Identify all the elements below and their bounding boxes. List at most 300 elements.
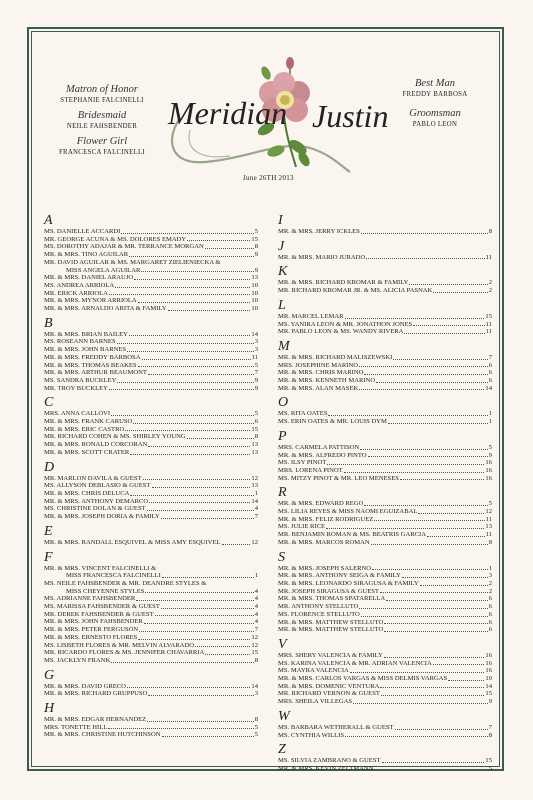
table-number: 14: [485, 384, 492, 392]
guest-name: MS. MARISSA FAHSBENDER & GUEST: [44, 603, 160, 611]
letter-section: [278, 486, 492, 546]
guest-entry: [278, 354, 492, 362]
guest-entry: [278, 287, 492, 295]
guest-entry: [44, 611, 258, 619]
party-name: STEPHANIE FALCINELLI: [60, 97, 144, 104]
dot-leader: [359, 385, 484, 391]
letter-section: [278, 396, 492, 425]
guest-entry: [278, 362, 492, 370]
table-number: 8: [254, 656, 258, 664]
guest-entry: [278, 500, 492, 508]
table-number: 2: [488, 579, 492, 587]
guest-name: MR. & MRS. ALAN MASEK: [278, 384, 359, 392]
party-name: FRANCESCA FALCINELLI: [58, 149, 146, 156]
guest-name: MR. & MRS. JERRY ICKLES: [278, 228, 360, 235]
table-number: 13: [251, 274, 258, 282]
dot-leader: [161, 513, 254, 519]
dot-leader: [364, 500, 487, 506]
guest-entry: [44, 418, 258, 426]
letter-section: [278, 265, 492, 294]
table-number: 4: [254, 618, 258, 626]
party-role: Best Man: [415, 78, 455, 89]
guest-name: MS. ADRIANNE FAHSBENDER: [44, 595, 136, 603]
guest-name: MS. KARINA VALENCIA & MR. ADRIAN VALENCIA: [278, 659, 432, 667]
dot-leader: [427, 531, 485, 537]
guest-entry: [44, 267, 258, 275]
dot-leader: [139, 626, 254, 632]
dot-leader: [222, 539, 251, 545]
guest-name: MR. & MRS. CARLOS VARGAS & MISS DELMIS VARGAS: [278, 675, 448, 683]
guest-entry: [278, 523, 492, 531]
guest-entry: [44, 433, 258, 441]
dot-leader: [187, 433, 254, 439]
table-number: 1: [488, 410, 492, 418]
table-number: 5: [488, 443, 492, 451]
guest-entry: [44, 346, 258, 354]
guest-entry: [44, 331, 258, 339]
guest-entry: [44, 441, 258, 449]
guest-entry: [278, 459, 492, 467]
dot-leader: [109, 385, 254, 391]
dot-leader: [115, 282, 250, 288]
dot-leader: [344, 467, 485, 473]
guest-entry: [44, 498, 258, 506]
guest-entry: [44, 410, 258, 418]
dot-leader: [413, 321, 484, 327]
guest-entry: [44, 482, 258, 490]
table-number: 6: [488, 610, 492, 618]
guest-name: MR. & MRS. PETER FERGUSON: [44, 626, 139, 634]
party-role: Bridesmaid: [77, 110, 127, 121]
guest-entry: [44, 595, 258, 603]
dot-leader: [111, 410, 254, 416]
dot-leader: [400, 475, 485, 481]
section-letter: A: [44, 213, 53, 228]
table-number: 10: [251, 305, 258, 313]
guest-name: MR. & MRS. ALFREDO PINTO: [278, 451, 367, 459]
guest-entry: [278, 626, 492, 634]
guest-name: MR. RICARDO FLORES & MS. JENNIFER CHAVARRIA: [44, 649, 205, 657]
guest-entry: [278, 228, 492, 236]
dot-leader: [162, 731, 254, 737]
guest-name: MS. RITA OATES: [278, 410, 328, 418]
seating-column-left: [44, 214, 258, 743]
dot-leader: [142, 354, 251, 360]
groom-name: Justin: [312, 98, 389, 134]
dot-leader: [420, 580, 488, 586]
guest-name: MR. TROY BUCKLEY: [44, 384, 108, 392]
guest-entry: [44, 642, 258, 650]
letter-section: [278, 340, 492, 393]
guest-entry: [278, 508, 492, 516]
guest-entry: [44, 362, 258, 370]
table-number: 5: [254, 410, 258, 418]
guest-entry: [44, 282, 258, 290]
dot-leader: [130, 490, 253, 496]
dot-leader: [388, 418, 488, 424]
guest-entry: [278, 279, 492, 287]
section-letter: K: [278, 264, 288, 280]
dot-leader: [148, 369, 254, 375]
dot-leader: [121, 228, 253, 234]
guest-name: MS. ANDREA ARRIOLA: [44, 281, 115, 289]
dot-leader: [195, 642, 250, 648]
section-letter: B: [44, 315, 53, 331]
letter-section: [278, 430, 492, 483]
letter-section: [278, 743, 492, 772]
dot-leader: [129, 331, 251, 337]
guest-entry: [278, 652, 492, 660]
table-number: 3: [254, 346, 258, 354]
wedding-party-left: [32, 84, 172, 162]
guest-name: MISS CHEYENNE STYLES: [66, 587, 145, 595]
guest-name: MR. DEREK FAHSBENDER & GUEST: [44, 610, 154, 618]
guest-name: MR. & MRS. DOMENIC VENTURA: [278, 682, 380, 690]
table-number: 9: [254, 266, 258, 274]
guest-name: MR. MARLON DAVILA & GUEST: [44, 474, 142, 482]
dot-leader: [404, 328, 484, 334]
dot-leader: [143, 475, 251, 481]
section-letter: I: [278, 213, 283, 228]
guest-name: MS. JULIE RICE: [278, 523, 326, 531]
party-member: [32, 110, 172, 130]
dot-leader: [374, 516, 484, 522]
table-number: 13: [485, 523, 492, 531]
guest-entry: [278, 410, 492, 418]
guest-name: MR. & MRS. TINO AGUILAR: [44, 251, 129, 259]
guest-entry: [278, 475, 492, 483]
dot-leader: [359, 603, 487, 609]
guest-name: MR. & MRS. RICHARD KROMAR & FAMILY: [278, 279, 409, 287]
party-member: [32, 84, 172, 104]
guest-name: MRS. ANNA CALLOVI: [44, 410, 111, 418]
table-number: 7: [254, 513, 258, 521]
guest-entry: [44, 338, 258, 346]
guest-entry: [44, 580, 258, 588]
guest-name: MRS. JOSEPHINE MARINO: [278, 361, 359, 369]
table-number: 9: [488, 698, 492, 706]
guest-name: MR. & MRS. RICHARD MALISZEWSKI: [278, 353, 393, 361]
guest-name: MR. ANTHONY STELLUTO: [278, 603, 359, 611]
dot-leader: [433, 660, 485, 666]
guest-entry: [44, 426, 258, 434]
guest-name: MR. & MRS. ARTHUR BEAUMONT: [44, 369, 147, 377]
table-number: 14: [251, 682, 258, 690]
guest-name: MS. NEILE FAHSBENDER & MR. DEANDRE STYLES &: [44, 579, 207, 587]
table-number: 14: [251, 330, 258, 338]
guest-entry: [278, 683, 492, 691]
dot-leader: [448, 675, 484, 681]
guest-name: MR. JOSEPH SIRAGUSA & GUEST: [278, 587, 379, 595]
guest-name: MISS ANGELA AGUILAR: [66, 266, 141, 274]
table-number: 12: [251, 538, 258, 546]
guest-entry: [44, 513, 258, 521]
table-number: 5: [254, 723, 258, 731]
table-number: 15: [485, 690, 492, 698]
dot-leader: [138, 634, 250, 640]
guest-entry: [44, 539, 258, 547]
dot-leader: [380, 588, 488, 594]
dot-leader: [145, 588, 253, 594]
guest-entry: [278, 667, 492, 675]
dot-leader: [147, 505, 254, 511]
guest-entry: [44, 259, 258, 267]
table-number: 6: [488, 361, 492, 369]
guest-name: MS. CYNTHIA WILLIS: [278, 731, 344, 739]
guest-entry: [44, 475, 258, 483]
guest-name: MR. & MRS. KEVIN ZELTMANN: [278, 764, 374, 772]
table-number: 5: [254, 228, 258, 235]
guest-entry: [278, 757, 492, 765]
guest-entry: [278, 724, 492, 732]
guest-name: MR. & MRS. MATTHEW STELLUTO: [278, 618, 384, 626]
dot-leader: [141, 267, 253, 273]
guest-entry: [44, 297, 258, 305]
dot-leader: [345, 313, 485, 319]
section-letter: M: [278, 338, 290, 354]
guest-entry: [44, 354, 258, 362]
table-number: 6: [488, 595, 492, 603]
guest-name: MR. RICHARD KROMAR JR. & MS. ALICIA PASNAK: [278, 287, 433, 295]
letter-section: [44, 461, 258, 521]
guest-name: MR. & MRS. ERIC CASTRO: [44, 425, 125, 433]
guest-name: MR. & MRS. MARCOS ROMAN: [278, 538, 370, 546]
section-letter: E: [44, 523, 53, 539]
guest-name: MR. & MRS. EDGAR HERNANDEZ: [44, 716, 147, 724]
table-number: 1: [254, 489, 258, 497]
dot-leader: [148, 441, 250, 447]
guest-entry: [278, 572, 492, 580]
dot-leader: [168, 305, 251, 311]
dot-leader: [371, 539, 488, 545]
guest-entry: [44, 505, 258, 513]
table-number: 15: [485, 312, 492, 320]
guest-entry: [278, 369, 492, 377]
section-letter: S: [278, 549, 285, 565]
table-number: 3: [488, 572, 492, 580]
guest-entry: [44, 649, 258, 657]
party-role: Flower Girl: [76, 136, 128, 147]
table-number: 4: [254, 595, 258, 603]
dot-leader: [402, 572, 488, 578]
guest-entry: [278, 698, 492, 706]
guest-entry: [44, 565, 258, 573]
guest-entry: [278, 452, 492, 460]
dot-leader: [133, 418, 253, 424]
section-letter: L: [278, 297, 286, 313]
section-letter: O: [278, 395, 289, 411]
guest-entry: [44, 603, 258, 611]
dot-leader: [127, 683, 250, 689]
dot-leader: [155, 611, 254, 617]
dot-leader: [109, 290, 250, 296]
table-number: 11: [251, 353, 258, 361]
dot-leader: [108, 724, 253, 730]
dot-leader: [149, 498, 250, 504]
table-number: 11: [485, 515, 492, 523]
table-number: 11: [485, 253, 492, 261]
dot-leader: [382, 757, 485, 763]
letter-section: [278, 551, 492, 634]
table-number: 13: [251, 441, 258, 449]
dot-leader: [374, 765, 487, 771]
guest-name: MR. & MRS. THOMAS BEAKES: [44, 361, 137, 369]
table-number: 6: [488, 603, 492, 611]
guest-name: MRS. LORENA PINOT: [278, 466, 343, 474]
dot-leader: [161, 603, 254, 609]
party-role: Groomsman: [409, 108, 461, 119]
guest-entry: [278, 516, 492, 524]
guest-name: MS. MITZY PINOT & MR. LEO MENESES: [278, 474, 399, 482]
guest-name: MR. & MRS. RONALD CORCORAN: [44, 441, 148, 449]
table-number: 12: [251, 633, 258, 641]
guest-entry: [44, 626, 258, 634]
table-number: 11: [485, 328, 492, 336]
table-number: 8: [488, 538, 492, 546]
section-letter: F: [44, 549, 53, 565]
guest-entry: [278, 321, 492, 329]
guest-name: MS. CHRISTINE DOLAN & GUEST: [44, 505, 146, 513]
dot-leader: [152, 482, 251, 488]
guest-entry: [44, 385, 258, 393]
guest-entry: [44, 618, 258, 626]
guest-name: MR. & MRS. JOSEPH DORIA & FAMILY: [44, 513, 160, 521]
guest-name: MS. ERIN OATES & MR. LOUIS DYM: [278, 418, 387, 426]
dot-leader: [130, 449, 250, 455]
guest-name: MS. ALLYSON DEBLASIO & GUEST: [44, 482, 151, 490]
dot-leader: [376, 377, 488, 383]
seating-column-right: [278, 214, 492, 777]
table-number: 9: [254, 376, 258, 384]
guest-name: MR. & MRS. MARIO JURADO: [278, 253, 366, 261]
guest-entry: [278, 328, 492, 336]
dot-leader: [360, 444, 487, 450]
table-number: 8: [254, 716, 258, 724]
dot-leader: [409, 279, 487, 285]
guest-name: MS. DANIELLE ACCARDI: [44, 228, 121, 235]
letter-section: [278, 299, 492, 336]
guest-name: MS. ILSY PINOT: [278, 459, 327, 467]
dot-leader: [134, 274, 250, 280]
guest-entry: [278, 313, 492, 321]
section-letter: J: [278, 238, 285, 254]
guest-entry: [44, 243, 258, 251]
guest-entry: [44, 657, 258, 665]
table-number: 2: [488, 587, 492, 595]
guest-name: MS. SANDRA BUCKLEY: [44, 376, 117, 384]
dot-leader: [380, 683, 484, 689]
guest-name: MR. & MRS. JOSEPH SALERNO: [278, 564, 372, 572]
guest-entry: [278, 611, 492, 619]
dot-leader: [364, 369, 487, 375]
letter-section: [278, 240, 492, 262]
guest-entry: [278, 595, 492, 603]
guest-name: MRS. CARMELA PATTISON: [278, 443, 360, 451]
guest-entry: [44, 634, 258, 642]
section-letter: H: [44, 701, 55, 717]
guest-entry: [278, 531, 492, 539]
table-number: 9: [254, 251, 258, 259]
guest-entry: [278, 444, 492, 452]
letter-section: [44, 396, 258, 456]
guest-name: MR. PABLO LEON & MS. WANDY RIVERA: [278, 328, 404, 336]
table-number: 9: [488, 451, 492, 459]
section-letter: D: [44, 459, 55, 475]
table-number: 6: [488, 626, 492, 634]
table-number: 7: [254, 369, 258, 377]
guest-name: MRS. SHEILA VILLEGAS: [278, 698, 353, 706]
section-letter: W: [278, 708, 290, 724]
table-number: 4: [254, 603, 258, 611]
table-number: 16: [485, 459, 492, 467]
guest-entry: [278, 675, 492, 683]
party-member: [365, 78, 505, 98]
guest-entry: [44, 369, 258, 377]
guest-name: MR. RICHARD VERNON & GUEST: [278, 690, 380, 698]
table-number: 6: [254, 418, 258, 426]
table-number: 15: [485, 757, 492, 765]
table-number: 10: [251, 297, 258, 305]
table-number: 15: [251, 425, 258, 433]
guest-name: MS. SILVIA ZAMBRANO & GUEST: [278, 757, 381, 765]
guest-name: MR. & MRS. SCOTT CRATER: [44, 448, 130, 456]
guest-name: MS. MAYRA VALENCIA: [278, 667, 349, 675]
table-number: 11: [485, 320, 492, 328]
dot-leader: [328, 410, 487, 416]
dot-leader: [395, 724, 488, 730]
dot-leader: [129, 251, 254, 257]
table-number: 14: [251, 497, 258, 505]
table-number: 3: [254, 690, 258, 698]
guest-name: MR. & MRS. ARNALDO ARITA & FAMILY: [44, 305, 167, 313]
guest-entry: [44, 274, 258, 282]
guest-name: MR. GEORGE ACUNA & MS. DOLORES EMADY: [44, 235, 187, 243]
guest-name: MR. & MRS. VINCENT FALCINELLI &: [44, 564, 157, 572]
guest-entry: [44, 690, 258, 698]
party-name: PABLO LEON: [412, 121, 458, 128]
section-letter: R: [278, 485, 287, 501]
table-number: 14: [485, 682, 492, 690]
dot-leader: [138, 297, 251, 303]
guest-name: MRS. TONETTE HILL: [44, 723, 108, 731]
dot-leader: [117, 338, 254, 344]
dot-leader: [205, 649, 250, 655]
table-number: 5: [254, 361, 258, 369]
dot-leader: [393, 354, 487, 360]
table-number: 12: [485, 508, 492, 516]
table-number: 8: [254, 433, 258, 441]
guest-entry: [278, 732, 492, 740]
table-number: 12: [251, 474, 258, 482]
guest-entry: [278, 765, 492, 773]
table-number: 7: [254, 626, 258, 634]
guest-entry: [44, 305, 258, 313]
guest-name: MR. & MRS. ERNESTO FLORES: [44, 633, 138, 641]
letter-section: [44, 551, 258, 665]
dot-leader: [205, 243, 254, 249]
section-letter: Z: [278, 742, 286, 758]
guest-name: MR. & MRS. ANTHONY DEMARCO: [44, 497, 149, 505]
guest-name: MISS FRANCESCA FALCINELLI: [66, 572, 161, 580]
table-number: 16: [485, 466, 492, 474]
letter-section: [278, 638, 492, 706]
table-number: 16: [485, 659, 492, 667]
section-letter: V: [278, 636, 287, 652]
dot-leader: [148, 690, 253, 696]
guest-name: MR. & MRS. LEONARDO SIRAGUSA & FAMILY: [278, 579, 419, 587]
guest-name: MS. FLORENCE STELLUTO: [278, 610, 360, 618]
guest-name: MR. & MRS. KENNETH MARINO: [278, 377, 376, 385]
